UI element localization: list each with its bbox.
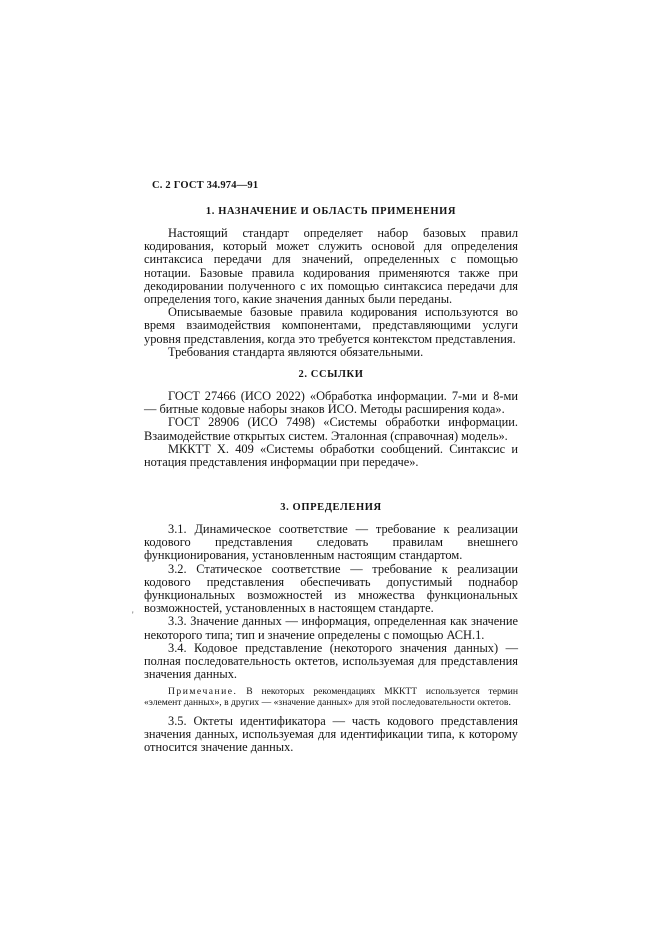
- paragraph: Настоящий стандарт определяет набор базовых правил кодирования, который может служить основой для определения синтаксиса передачи для значений, определенных с помощью нотации. Базовые правила кодирования применяются также при декодировании полученного с их помощью синтаксиса передачи для определения того, какие значения данных были переданы.: [144, 226, 518, 307]
- section-heading-definitions: 3. ОПРЕДЕЛЕНИЯ: [280, 502, 382, 513]
- definition-item: 3.3. Значение данных — информация, определенная как значение некоторого типа; тип и значение определены с помощью АСН.1.: [144, 614, 518, 642]
- running-header: С. 2 ГОСТ 34.974—91: [152, 180, 259, 191]
- definition-item: 3.1. Динамическое соответствие — требование к реализации кодового представления следовать правилам внешнего функционирования, установленным настоящим стандартом.: [144, 522, 518, 563]
- reference-item: МККТТ X. 409 «Системы обработки сообщений. Синтаксис и нотация представления информации при передаче».: [144, 441, 518, 470]
- paragraph: Описываемые базовые правила кодирования используются во время взаимодействия компонентами, представляющими услуги уровня представления, когда это требуется контекстом представления.: [144, 305, 518, 346]
- margin-mark: ': [132, 610, 134, 620]
- definition-item: 3.5. Октеты идентификатора — часть кодового представления значения данных, используемая для идентификации типа, к которому относится значение данных.: [144, 713, 518, 755]
- paragraph: Требования стандарта являются обязательными.: [168, 344, 424, 359]
- note-text: В некоторых рекомендациях МККТТ используется термин «элемент данных», в других — «значение данных» для этой последовательности октетов.: [144, 686, 518, 709]
- section-scope: [144, 206, 518, 359]
- definition-item: 3.4. Кодовое представление (некоторого значения данных) — полная последовательность октетов, используемая для представления значения данных.: [144, 640, 518, 682]
- note-label: Примечание.: [168, 686, 238, 698]
- definition-item: 3.2. Статическое соответствие — требование к реализации кодового представления обеспечивать допустимый поднабор функциональных возможностей из множества функциональных возможностей, установленных в настоящем стандарте.: [144, 561, 518, 616]
- section-definitions: [144, 502, 518, 754]
- reference-item: ГОСТ 27466 (ИСО 2022) «Обработка информации. 7-ми и 8-ми — битные кодовые наборы знаков ИСО. Методы расширения кода».: [144, 389, 518, 417]
- note: [144, 687, 518, 708]
- section-references: [144, 369, 518, 469]
- reference-item: ГОСТ 28906 (ИСО 7498) «Системы обработки информации. Взаимодействие открытых систем. Эталонная (справочная) модель».: [144, 415, 518, 443]
- section-heading-scope: 1. НАЗНАЧЕНИЕ И ОБЛАСТЬ ПРИМЕНЕНИЯ: [205, 206, 457, 217]
- section-heading-references: 2. ССЫЛКИ: [298, 369, 364, 380]
